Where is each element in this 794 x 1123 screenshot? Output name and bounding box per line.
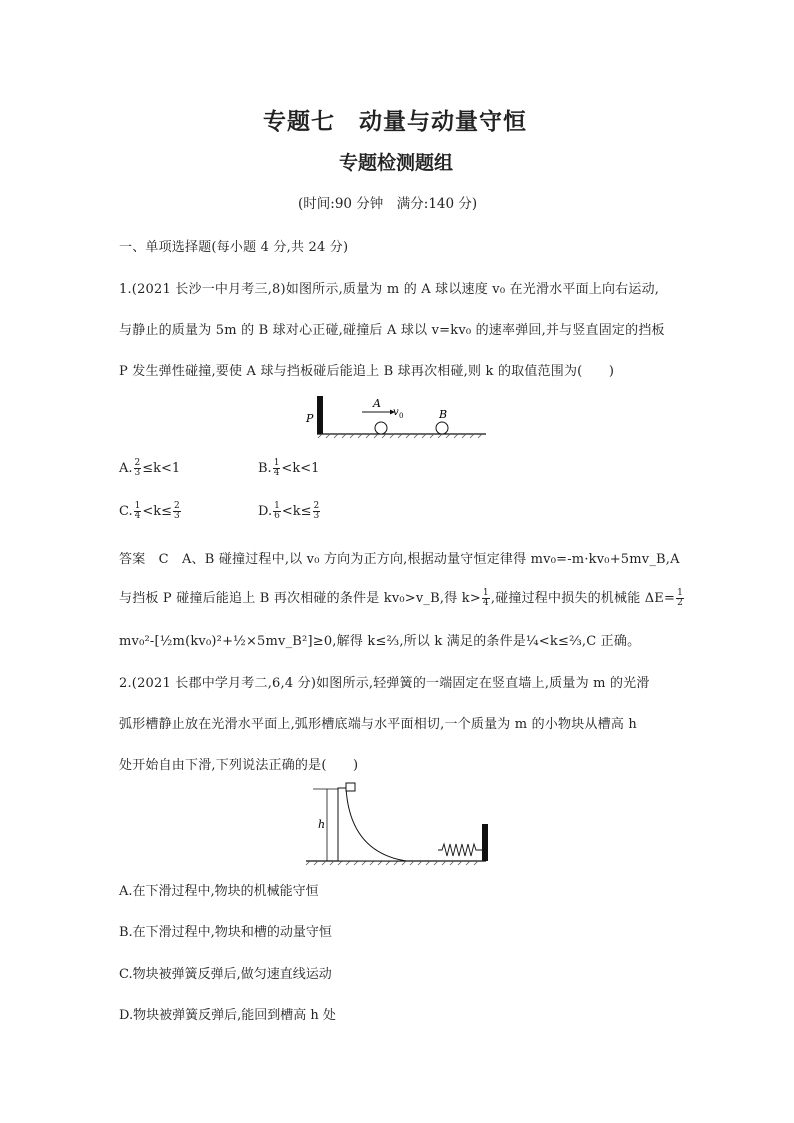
option-d-prefix: D. [258,504,273,519]
label-b: B [439,408,448,421]
q1-stem-line-3: P 发生弹性碰撞,要使 A 球与挡板碰后能追上 B 球再次相碰,则 k 的取值范围为( ) [119,364,615,379]
option-b-prefix: B. [258,461,272,476]
section-heading: 一、单项选择题(每小题 4 分,共 24 分) [119,240,349,255]
ground-hatch [318,434,482,438]
option-a-den: 3 [134,468,141,478]
option-b-num: 1 [273,458,280,468]
option-c-num-2: 2 [174,501,180,511]
option-c-num-1: 1 [134,501,141,511]
q1-option-c[interactable] [119,502,182,521]
right-wall [482,824,488,861]
q2-stem-line-2: 弧形槽静止放在光滑水平面上,弧形槽底端与水平面相切,一个质量为 m 的小物块从槽高 h [119,717,637,732]
time-info: (时间:90 分钟 满分:140 分) [298,196,478,212]
option-c-den-2: 3 [174,511,180,521]
q1-stem-line-1: 1.(2021 长沙一中月考三,8)如图所示,质量为 m 的 A 球以速度 v₀ 在光滑水平面上向右运动, [119,282,660,297]
option-c-mid: <k≤ [142,504,173,519]
q2-stem-line-1: 2.(2021 长郡中学月考二,6,4 分)如图所示,轻弹簧的一端固定在竖直墙上,质量为 m 的光滑 [119,676,650,691]
q1-answer-line-3: mv₀²-[½m(kv₀)²+½×5mv_B²]≥0,解得 k≤⅔,所以 k 满足的条件是¼<k≤⅔,C 正确。 [119,634,641,649]
option-c-den-1: 4 [134,511,141,521]
curved-slot [338,788,406,861]
label-v-sub: 0 [399,412,404,420]
option-d-mid: <k≤ [281,504,312,519]
option-a-suffix: ≤k<1 [142,461,181,476]
small-block [346,783,355,791]
q1-figure [300,392,490,442]
answer-line-2-part-a: 与挡板 P 碰撞后能追上 B 再次相碰的条件是 kv₀>v_B,得 k> [119,591,481,606]
page-title: 专题七 动量与动量守恒 [263,109,527,135]
q2-option-d[interactable]: D.物块被弹簧反弹后,能回到槽高 h 处 [119,1008,336,1023]
option-d-fraction-2 [313,502,321,521]
option-d-fraction-1 [273,502,281,521]
q2-option-a[interactable]: A.在下滑过程中,物块的机械能守恒 [119,884,319,899]
option-d-den-1: 6 [274,511,280,521]
answer-fraction-1 [482,589,490,608]
option-a-num: 2 [134,458,141,468]
option-d-num-1: 1 [274,501,280,511]
option-b-suffix: <k<1 [281,461,320,476]
q2-option-b[interactable]: B.在下滑过程中,物块和槽的动量守恒 [119,925,332,940]
ball-b [436,422,448,434]
q1-answer-line-2 [119,587,685,608]
option-a-prefix: A. [119,461,133,476]
option-c-prefix: C. [119,504,133,519]
option-a-fraction [134,459,142,478]
answer-fraction-2 [676,589,684,608]
q1-answer-line-1: 答案 C A、B 碰撞过程中,以 v₀ 方向为正方向,根据动量守恒定律得 mv₀=-m·kv₀+5mv_B,A [119,552,680,567]
answer-fraction-1-num: 1 [482,588,489,598]
option-c-fraction-1 [134,502,142,521]
option-d-den-2: 3 [313,511,320,521]
answer-fraction-1-den: 4 [482,598,489,608]
q2-option-c[interactable]: C.物块被弹簧反弹后,做匀速直线运动 [119,967,332,982]
q1-option-d[interactable] [258,502,321,521]
label-v: v [393,407,399,418]
label-a: A [373,397,381,410]
spring [438,844,482,856]
q1-stem-line-2: 与静止的质量为 5m 的 B 球对心正碰,碰撞后 A 球以 v=kv₀ 的速率弹回,并与竖直固定的挡板 [119,323,665,338]
ball-a [375,422,387,434]
q2-stem-line-3: 处开始自由下滑,下列说法正确的是( ) [119,758,359,773]
option-b-fraction [273,459,281,478]
q1-option-a[interactable] [119,459,180,478]
option-d-num-2: 2 [313,501,320,511]
wall-p [317,396,323,434]
label-p: P [306,412,314,425]
option-b-den: 4 [273,468,280,478]
q1-option-b[interactable] [258,459,319,478]
page-subtitle: 专题检测题组 [339,152,454,174]
answer-fraction-2-den: 2 [677,598,684,608]
q2-figure [300,780,495,870]
answer-line-2-part-b: ,碰撞过程中损失的机械能 ΔE= [490,591,676,606]
label-h: h [318,818,326,831]
option-c-fraction-2 [173,502,181,521]
answer-fraction-2-num: 1 [677,588,684,598]
